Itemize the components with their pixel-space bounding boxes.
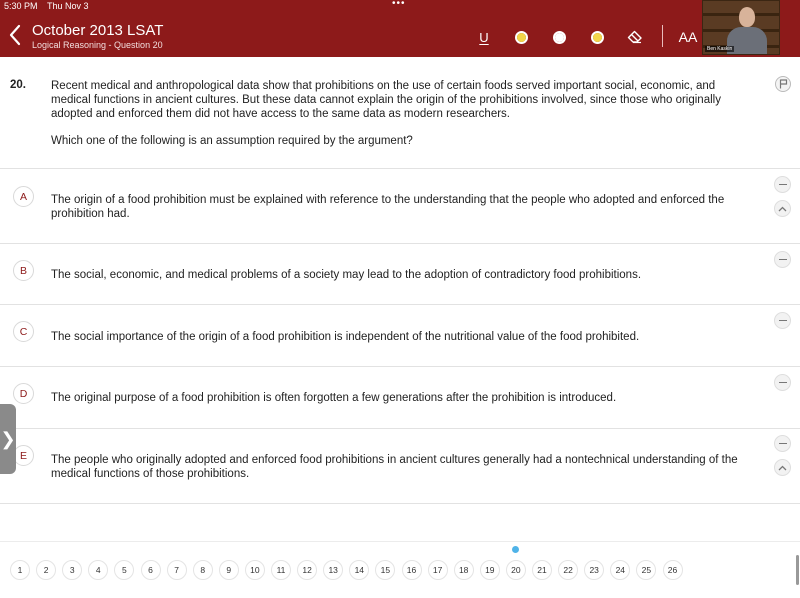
page-title: October 2013 LSAT — [32, 22, 164, 39]
current-question-indicator — [512, 546, 519, 553]
underline-button[interactable]: U — [479, 29, 489, 45]
highlighter-icon — [515, 31, 528, 44]
question-page-button[interactable]: 16 — [402, 560, 422, 580]
minus-icon — [779, 382, 787, 384]
eraser-button[interactable] — [625, 27, 645, 47]
highlighter-icon — [553, 31, 566, 44]
back-button[interactable] — [8, 24, 26, 48]
question-page-button[interactable]: 19 — [480, 560, 500, 580]
highlight-white-button[interactable] — [549, 27, 569, 47]
choice-letter[interactable]: B — [13, 260, 34, 281]
collapse-button[interactable] — [774, 200, 791, 217]
question-page-button[interactable]: 1 — [10, 560, 30, 580]
choice-letter[interactable]: E — [13, 445, 34, 466]
question-page-button[interactable]: 8 — [193, 560, 213, 580]
question-page-button[interactable]: 6 — [141, 560, 161, 580]
answer-choice-d[interactable] — [0, 367, 800, 428]
question-page-button[interactable]: 23 — [584, 560, 604, 580]
question-page-button[interactable]: 4 — [88, 560, 108, 580]
choice-text[interactable]: The origin of a food prohibition must be explained with reference to the understanding that the people who adopted and enforced the prohibition had. — [51, 194, 725, 220]
question-page-button[interactable]: 15 — [375, 560, 395, 580]
status-bar — [0, 0, 800, 12]
chevron-up-icon — [778, 465, 787, 471]
font-size-button[interactable]: AA — [678, 29, 698, 45]
question-page-button[interactable]: 9 — [219, 560, 239, 580]
choice-text[interactable]: The people who originally adopted and enforced food prohibitions in ancient cultures generally had a nontechnical understanding of the medical functions of those prohibitions. — [51, 454, 738, 480]
answer-choice-e[interactable] — [0, 429, 800, 503]
answer-choice-b[interactable] — [0, 244, 800, 304]
question-stem[interactable]: Which one of the following is an assumption required by the argument? — [51, 135, 413, 147]
eliminate-button[interactable] — [774, 251, 791, 268]
choice-text[interactable]: The social, economic, and medical problems of a society may lead to the adoption of contradictory food prohibitions. — [51, 269, 642, 281]
video-participant-name: Ben Kaskin — [707, 46, 733, 52]
question-stimulus[interactable]: Recent medical and anthropological data show that prohibitions on the use of certain foods served important social, economic, and medical functions in ancient cultures. But these data cannot explain the origin of the prohibitions involved, since those who originally adopted and enforced them did not have access to the same data as modern researchers. — [51, 80, 721, 120]
question-page-button[interactable]: 24 — [610, 560, 630, 580]
highlighter-icon — [591, 31, 604, 44]
question-page-button[interactable]: 7 — [167, 560, 187, 580]
minus-icon — [779, 259, 787, 261]
question-page-button[interactable]: 22 — [558, 560, 578, 580]
minus-icon — [779, 443, 787, 445]
highlight-gold-button[interactable] — [587, 27, 607, 47]
choice-text[interactable]: The social importance of the origin of a food prohibition is independent of the nutritional value of the food prohibited. — [51, 331, 640, 343]
question-page-button[interactable]: 21 — [532, 560, 552, 580]
side-panel-toggle[interactable]: ❯ — [0, 404, 16, 474]
question-page-button[interactable]: 26 — [663, 560, 683, 580]
question-page-button[interactable]: 12 — [297, 560, 317, 580]
answer-choice-c[interactable] — [0, 305, 800, 366]
question-page-button[interactable]: 20 — [506, 560, 526, 580]
question-page-button[interactable]: 3 — [62, 560, 82, 580]
status-date: Thu Nov 3 — [47, 1, 89, 11]
eliminate-button[interactable] — [774, 176, 791, 193]
flag-button[interactable] — [775, 76, 791, 92]
chevron-left-icon — [8, 24, 22, 46]
question-page-button[interactable]: 18 — [454, 560, 474, 580]
eliminate-button[interactable] — [774, 435, 791, 452]
video-thumbnail[interactable] — [702, 0, 780, 55]
question-page-button[interactable]: 17 — [428, 560, 448, 580]
toolbar-divider — [662, 25, 663, 47]
flag-icon — [779, 79, 788, 89]
choice-letter[interactable]: A — [13, 186, 34, 207]
choice-letter[interactable]: C — [13, 321, 34, 342]
divider — [0, 503, 800, 504]
answer-choice-a[interactable] — [0, 169, 800, 243]
question-page-button[interactable]: 14 — [349, 560, 369, 580]
eliminate-button[interactable] — [774, 374, 791, 391]
page-subtitle: Logical Reasoning - Question 20 — [32, 40, 163, 50]
choice-text[interactable]: The original purpose of a food prohibition is often forgotten a few generations after the prohibition is introduced. — [51, 392, 617, 404]
highlight-yellow-button[interactable] — [511, 27, 531, 47]
eliminate-button[interactable] — [774, 312, 791, 329]
chevron-up-icon — [778, 206, 787, 212]
question-page-button[interactable]: 25 — [636, 560, 656, 580]
person-head — [739, 7, 755, 27]
question-page-button[interactable]: 11 — [271, 560, 291, 580]
scrollbar[interactable] — [796, 555, 799, 585]
status-time: 5:30 PM — [4, 1, 38, 11]
multitask-dots-icon[interactable]: ••• — [392, 0, 406, 9]
choice-letter[interactable]: D — [13, 383, 34, 404]
collapse-button[interactable] — [774, 459, 791, 476]
eraser-icon — [627, 30, 643, 44]
question-page-button[interactable]: 5 — [114, 560, 134, 580]
question-page-button[interactable]: 2 — [36, 560, 56, 580]
question-page-button[interactable]: 10 — [245, 560, 265, 580]
question-number: 20. — [10, 79, 26, 91]
minus-icon — [779, 184, 787, 186]
question-page-button[interactable]: 13 — [323, 560, 343, 580]
minus-icon — [779, 320, 787, 322]
